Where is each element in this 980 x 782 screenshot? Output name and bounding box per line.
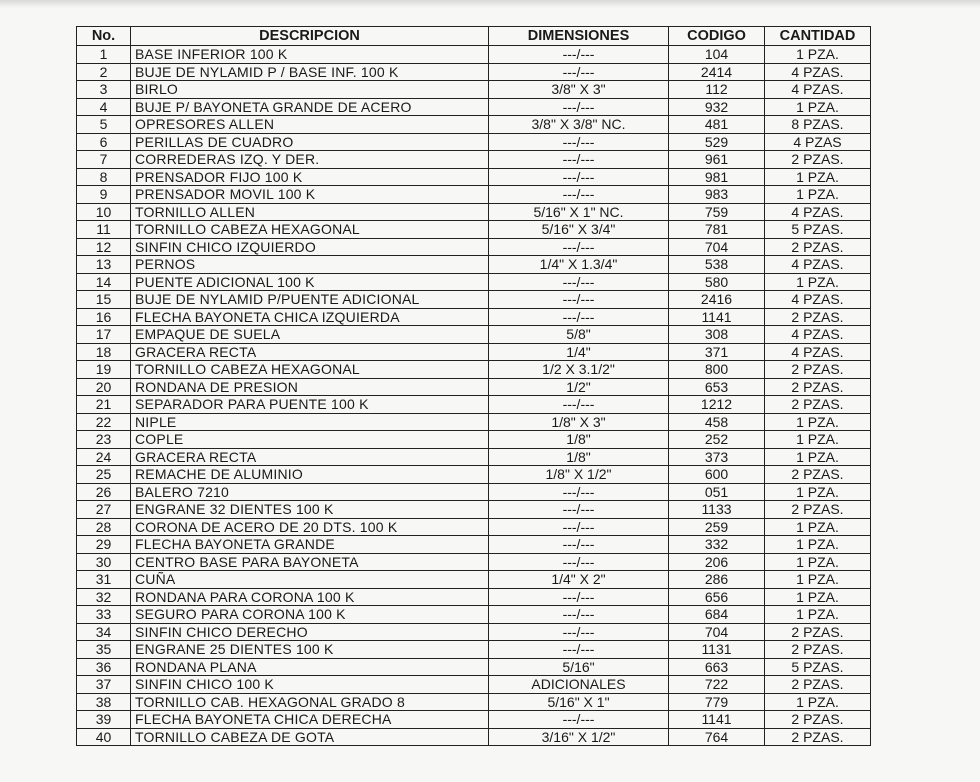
item-quantity: 4 PZAS. (765, 256, 871, 274)
item-dimensions: ---/--- (489, 151, 669, 169)
item-number: 7 (77, 151, 131, 169)
item-number: 9 (77, 186, 131, 204)
item-description: BUJE DE NYLAMID P / BASE INF. 100 K (131, 63, 489, 81)
item-code: 800 (669, 361, 765, 379)
item-code: 286 (669, 571, 765, 589)
table-row (77, 343, 871, 361)
item-dimensions: ---/--- (489, 186, 669, 204)
item-code: 308 (669, 326, 765, 344)
item-number: 24 (77, 448, 131, 466)
table-row (77, 378, 871, 396)
item-dimensions: 1/8" (489, 448, 669, 466)
item-number: 2 (77, 63, 131, 81)
table-row (77, 571, 871, 589)
item-code: 656 (669, 588, 765, 606)
item-code: 104 (669, 46, 765, 64)
item-number: 19 (77, 361, 131, 379)
item-dimensions: 5/8" (489, 326, 669, 344)
item-number: 23 (77, 431, 131, 449)
item-number: 31 (77, 571, 131, 589)
item-code: 779 (669, 693, 765, 711)
item-code: 2416 (669, 291, 765, 309)
table-row (77, 728, 871, 746)
item-code: 371 (669, 343, 765, 361)
item-code: 1141 (669, 308, 765, 326)
item-quantity: 2 PZAS. (765, 728, 871, 746)
item-quantity: 2 PZAS. (765, 238, 871, 256)
item-dimensions: ---/--- (489, 396, 669, 414)
table-row (77, 693, 871, 711)
item-description: TORNILLO CABEZA DE GOTA (131, 728, 489, 746)
table-row (77, 588, 871, 606)
item-number: 10 (77, 203, 131, 221)
item-code: 781 (669, 221, 765, 239)
item-description: BUJE DE NYLAMID P/PUENTE ADICIONAL (131, 291, 489, 309)
table-row (77, 116, 871, 134)
table-row (77, 641, 871, 659)
table-row (77, 168, 871, 186)
item-code: 704 (669, 623, 765, 641)
item-number: 35 (77, 641, 131, 659)
item-dimensions: ---/--- (489, 606, 669, 624)
item-description: TORNILLO CAB. HEXAGONAL GRADO 8 (131, 693, 489, 711)
parts-table-body (77, 46, 871, 746)
item-number: 20 (77, 378, 131, 396)
item-quantity: 2 PZAS. (765, 623, 871, 641)
item-number: 28 (77, 518, 131, 536)
item-code: 529 (669, 133, 765, 151)
item-code: 1212 (669, 396, 765, 414)
item-dimensions: ---/--- (489, 483, 669, 501)
item-description: REMACHE DE ALUMINIO (131, 466, 489, 484)
item-description: RONDANA PARA CORONA 100 K (131, 588, 489, 606)
item-description: PUENTE ADICIONAL 100 K (131, 273, 489, 291)
item-number: 15 (77, 291, 131, 309)
item-number: 38 (77, 693, 131, 711)
item-description: OPRESORES ALLEN (131, 116, 489, 134)
table-row (77, 431, 871, 449)
item-code: 2414 (669, 63, 765, 81)
item-quantity: 1 PZA. (765, 571, 871, 589)
item-description: EMPAQUE DE SUELA (131, 326, 489, 344)
item-quantity: 1 PZA. (765, 483, 871, 501)
item-quantity: 1 PZA. (765, 693, 871, 711)
item-dimensions: ---/--- (489, 273, 669, 291)
item-number: 25 (77, 466, 131, 484)
item-quantity: 4 PZAS. (765, 203, 871, 221)
table-row (77, 396, 871, 414)
item-number: 33 (77, 606, 131, 624)
table-row (77, 466, 871, 484)
item-description: ENGRANE 25 DIENTES 100 K (131, 641, 489, 659)
item-description: PRENSADOR FIJO 100 K (131, 168, 489, 186)
item-number: 1 (77, 46, 131, 64)
item-quantity: 1 PZA. (765, 606, 871, 624)
item-code: 1133 (669, 501, 765, 519)
item-code: 481 (669, 116, 765, 134)
item-description: FLECHA BAYONETA GRANDE (131, 536, 489, 554)
item-quantity: 1 PZA. (765, 168, 871, 186)
table-row (77, 553, 871, 571)
item-number: 5 (77, 116, 131, 134)
item-dimensions: 1/4" (489, 343, 669, 361)
item-code: 722 (669, 676, 765, 694)
item-code: 1131 (669, 641, 765, 659)
item-description: COPLE (131, 431, 489, 449)
item-quantity: 1 PZA. (765, 273, 871, 291)
parts-table-header (77, 27, 871, 46)
header-no: No. (77, 27, 131, 46)
table-row (77, 238, 871, 256)
parts-table (76, 26, 871, 746)
item-dimensions: 1/2" (489, 378, 669, 396)
item-number: 32 (77, 588, 131, 606)
table-row (77, 273, 871, 291)
item-description: GRACERA RECTA (131, 343, 489, 361)
item-number: 17 (77, 326, 131, 344)
item-number: 26 (77, 483, 131, 501)
item-description: CUÑA (131, 571, 489, 589)
item-description: TORNILLO ALLEN (131, 203, 489, 221)
item-dimensions: ---/--- (489, 308, 669, 326)
item-description: BIRLO (131, 81, 489, 99)
item-dimensions: ---/--- (489, 46, 669, 64)
item-number: 8 (77, 168, 131, 186)
item-code: 252 (669, 431, 765, 449)
item-code: 704 (669, 238, 765, 256)
item-quantity: 2 PZAS. (765, 308, 871, 326)
item-dimensions: ---/--- (489, 238, 669, 256)
item-code: 112 (669, 81, 765, 99)
item-code: 600 (669, 466, 765, 484)
item-dimensions: ---/--- (489, 711, 669, 729)
table-row (77, 501, 871, 519)
item-quantity: 1 PZA. (765, 536, 871, 554)
item-quantity: 4 PZAS (765, 133, 871, 151)
item-dimensions: 1/4" X 2" (489, 571, 669, 589)
item-quantity: 4 PZAS. (765, 81, 871, 99)
table-row (77, 658, 871, 676)
item-dimensions: ---/--- (489, 291, 669, 309)
item-description: PERILLAS DE CUADRO (131, 133, 489, 151)
item-code: 981 (669, 168, 765, 186)
header-row (77, 27, 871, 46)
item-dimensions: 3/16" X 1/2" (489, 728, 669, 746)
table-row (77, 413, 871, 431)
item-number: 3 (77, 81, 131, 99)
item-description: TORNILLO CABEZA HEXAGONAL (131, 361, 489, 379)
item-code: 764 (669, 728, 765, 746)
item-code: 663 (669, 658, 765, 676)
item-description: FLECHA BAYONETA CHICA DERECHA (131, 711, 489, 729)
item-quantity: 1 PZA. (765, 46, 871, 64)
item-description: FLECHA BAYONETA CHICA IZQUIERDA (131, 308, 489, 326)
table-row (77, 151, 871, 169)
item-code: 259 (669, 518, 765, 536)
item-dimensions: ---/--- (489, 168, 669, 186)
item-description: SINFIN CHICO DERECHO (131, 623, 489, 641)
table-row (77, 536, 871, 554)
item-dimensions: 3/8" X 3" (489, 81, 669, 99)
table-row (77, 81, 871, 99)
item-quantity: 1 PZA. (765, 186, 871, 204)
item-description: CENTRO BASE PARA BAYONETA (131, 553, 489, 571)
item-description: CORONA DE ACERO DE 20 DTS. 100 K (131, 518, 489, 536)
table-row (77, 203, 871, 221)
item-code: 932 (669, 98, 765, 116)
item-dimensions: 1/2 X 3.1/2" (489, 361, 669, 379)
item-number: 21 (77, 396, 131, 414)
item-quantity: 4 PZAS. (765, 63, 871, 81)
item-number: 16 (77, 308, 131, 326)
item-quantity: 2 PZAS. (765, 711, 871, 729)
item-code: 684 (669, 606, 765, 624)
table-row (77, 256, 871, 274)
item-number: 34 (77, 623, 131, 641)
header-descripcion: DESCRIPCION (131, 27, 489, 46)
item-number: 39 (77, 711, 131, 729)
item-description: BASE INFERIOR 100 K (131, 46, 489, 64)
item-quantity: 1 PZA. (765, 448, 871, 466)
item-dimensions: ---/--- (489, 501, 669, 519)
header-cantidad: CANTIDAD (765, 27, 871, 46)
item-description: BUJE P/ BAYONETA GRANDE DE ACERO (131, 98, 489, 116)
item-dimensions: 3/8" X 3/8" NC. (489, 116, 669, 134)
header-codigo: CODIGO (669, 27, 765, 46)
item-description: GRACERA RECTA (131, 448, 489, 466)
table-row (77, 186, 871, 204)
item-quantity: 2 PZAS. (765, 466, 871, 484)
item-number: 14 (77, 273, 131, 291)
item-number: 27 (77, 501, 131, 519)
item-description: SEGURO PARA CORONA 100 K (131, 606, 489, 624)
scan-edge-shadow (0, 0, 980, 8)
table-row (77, 361, 871, 379)
table-row (77, 308, 871, 326)
item-code: 373 (669, 448, 765, 466)
item-quantity: 2 PZAS. (765, 676, 871, 694)
item-dimensions: ---/--- (489, 553, 669, 571)
item-number: 6 (77, 133, 131, 151)
item-dimensions: ---/--- (489, 518, 669, 536)
item-description: SINFIN CHICO 100 K (131, 676, 489, 694)
item-number: 40 (77, 728, 131, 746)
item-code: 653 (669, 378, 765, 396)
table-row (77, 448, 871, 466)
item-quantity: 1 PZA. (765, 413, 871, 431)
item-number: 37 (77, 676, 131, 694)
item-dimensions: ---/--- (489, 133, 669, 151)
item-quantity: 1 PZA. (765, 588, 871, 606)
item-description: RONDANA PLANA (131, 658, 489, 676)
table-row (77, 711, 871, 729)
item-number: 36 (77, 658, 131, 676)
item-quantity: 2 PZAS. (765, 361, 871, 379)
table-row (77, 291, 871, 309)
item-dimensions: ---/--- (489, 623, 669, 641)
item-dimensions: 5/16" (489, 658, 669, 676)
item-number: 11 (77, 221, 131, 239)
item-quantity: 2 PZAS. (765, 151, 871, 169)
table-row (77, 63, 871, 81)
item-dimensions: ---/--- (489, 98, 669, 116)
table-row (77, 133, 871, 151)
item-quantity: 2 PZAS. (765, 378, 871, 396)
item-dimensions: 5/16" X 1" NC. (489, 203, 669, 221)
item-quantity: 2 PZAS. (765, 641, 871, 659)
table-row (77, 46, 871, 64)
item-quantity: 2 PZAS. (765, 396, 871, 414)
item-dimensions: ---/--- (489, 536, 669, 554)
item-dimensions: 1/4" X 1.3/4" (489, 256, 669, 274)
item-code: 206 (669, 553, 765, 571)
item-dimensions: 1/8" X 3" (489, 413, 669, 431)
item-code: 580 (669, 273, 765, 291)
item-description: SEPARADOR PARA PUENTE 100 K (131, 396, 489, 414)
table-row (77, 98, 871, 116)
header-dimensiones: DIMENSIONES (489, 27, 669, 46)
item-quantity: 1 PZA. (765, 518, 871, 536)
item-number: 4 (77, 98, 131, 116)
item-number: 12 (77, 238, 131, 256)
item-quantity: 4 PZAS. (765, 291, 871, 309)
item-quantity: 2 PZAS. (765, 501, 871, 519)
item-description: ENGRANE 32 DIENTES 100 K (131, 501, 489, 519)
item-code: 983 (669, 186, 765, 204)
item-quantity: 1 PZA. (765, 431, 871, 449)
table-row (77, 606, 871, 624)
item-dimensions: ---/--- (489, 641, 669, 659)
item-quantity: 8 PZAS. (765, 116, 871, 134)
item-number: 30 (77, 553, 131, 571)
item-dimensions: ---/--- (489, 588, 669, 606)
table-row (77, 483, 871, 501)
item-description: BALERO 7210 (131, 483, 489, 501)
item-code: 538 (669, 256, 765, 274)
item-dimensions: ---/--- (489, 63, 669, 81)
item-code: 332 (669, 536, 765, 554)
item-quantity: 4 PZAS. (765, 343, 871, 361)
table-row (77, 326, 871, 344)
table-row (77, 221, 871, 239)
item-description: RONDANA DE PRESION (131, 378, 489, 396)
item-dimensions: ADICIONALES (489, 676, 669, 694)
item-description: NIPLE (131, 413, 489, 431)
item-description: PERNOS (131, 256, 489, 274)
table-row (77, 676, 871, 694)
item-number: 13 (77, 256, 131, 274)
item-number: 18 (77, 343, 131, 361)
item-dimensions: 1/8" X 1/2" (489, 466, 669, 484)
item-number: 22 (77, 413, 131, 431)
item-quantity: 5 PZAS. (765, 658, 871, 676)
item-quantity: 5 PZAS. (765, 221, 871, 239)
item-description: PRENSADOR MOVIL 100 K (131, 186, 489, 204)
item-quantity: 4 PZAS. (765, 326, 871, 344)
item-quantity: 1 PZA. (765, 98, 871, 116)
item-description: SINFIN CHICO IZQUIERDO (131, 238, 489, 256)
table-row (77, 623, 871, 641)
item-code: 051 (669, 483, 765, 501)
item-description: TORNILLO CABEZA HEXAGONAL (131, 221, 489, 239)
item-quantity: 1 PZA. (765, 553, 871, 571)
item-code: 961 (669, 151, 765, 169)
item-description: CORREDERAS IZQ. Y DER. (131, 151, 489, 169)
item-dimensions: 1/8" (489, 431, 669, 449)
item-dimensions: 5/16" X 1" (489, 693, 669, 711)
item-dimensions: 5/16" X 3/4" (489, 221, 669, 239)
item-code: 759 (669, 203, 765, 221)
item-number: 29 (77, 536, 131, 554)
item-code: 1141 (669, 711, 765, 729)
table-row (77, 518, 871, 536)
item-code: 458 (669, 413, 765, 431)
